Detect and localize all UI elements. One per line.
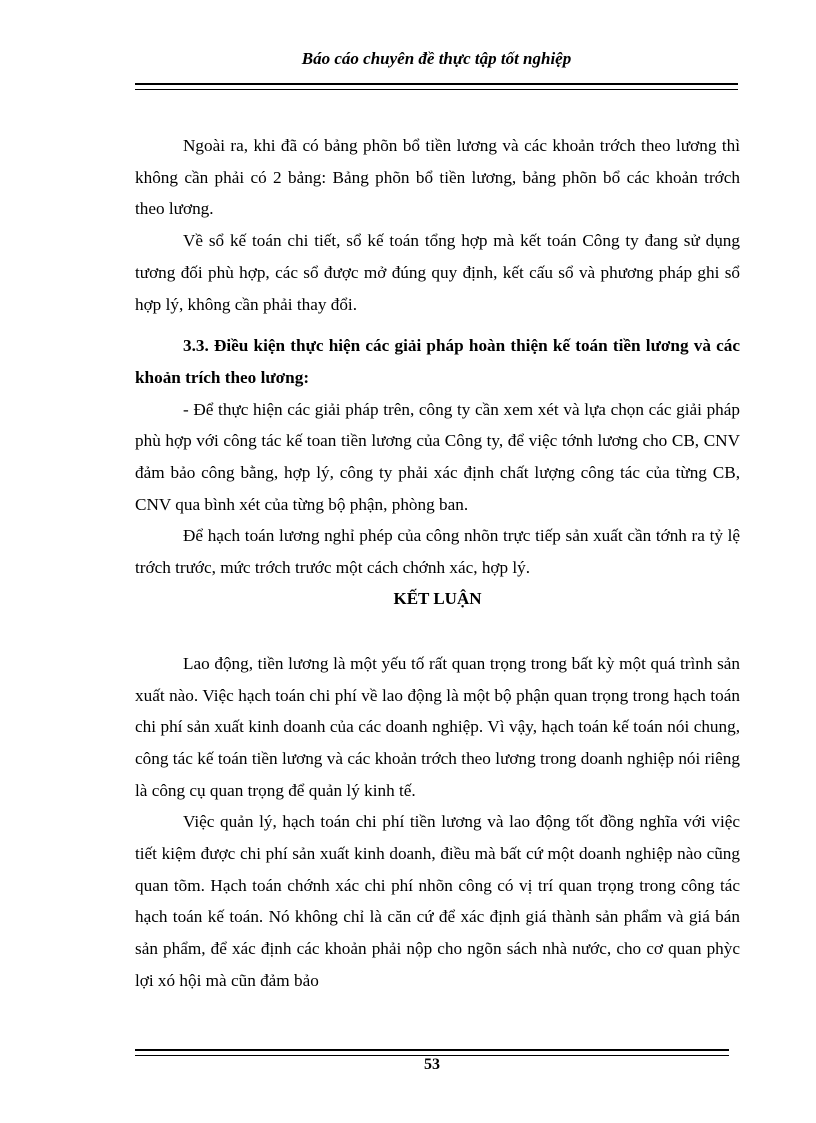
paragraph-3: - Để thực hiện các giải pháp trên, công ty cần xem xét và lựa chọn các giải pháp phù hợp với công tác kế toan tiền lương của Công ty, để việc tớnh lương cho CB, CNV đảm bảo công bằng, hợp lý, công ty phải xác định chất lượng công tác của từng CB, CNV qua bình xét của từng bộ phận, phòng ban. [135,399,740,514]
page-number: 53 [424,1056,440,1073]
paragraph-6: Việc quản lý, hạch toán chi phí tiền lương và lao động tốt đồng nghĩa với việc tiết kiệm được chi phí sản xuất kinh doanh, điều mà bất cứ một doanh nghiệp nào cũng quan tõm. Hạch toán chớnh xác chi phí nhõn công có vị trí quan trọng trong công tác hạch toán kế toán. Nó không chỉ là căn cứ để xác định giá thành sản phẩm và giá bán sản phẩm, để xác định các khoản phải nộp cho ngõn sách nhà nước, cho cơ quan phỳc lợi xó hội mà cũn đảm bảo [135,812,740,990]
paragraph-1: Ngoài ra, khi đã có bảng phõn bổ tiền lương và các khoản trớch theo lương thì không cần phải có 2 bảng: Bảng phõn bổ tiền lương, bảng phõn bổ các khoản trớch theo lương. [135,136,740,219]
header-divider [135,83,738,90]
page-header-title: Báo cáo chuyên đề thực tập tốt nghiệp [301,49,572,68]
paragraph-4: Để hạch toán lương nghỉ phép của công nhõn trực tiếp sản xuất cần tớnh ra tỷ lệ trớch trước, mức trớch trước một cách chớnh xác, hợp lý. [135,526,740,578]
document-body [135,130,740,997]
section-heading: 3.3. Điều kiện thực hiện các giải pháp hoàn thiện kế toán tiền lương và các khoản trích theo lương: [135,336,740,387]
paragraph-2: Về sổ kế toán chi tiết, sổ kế toán tổng hợp mà kết toán Công ty đang sử dụng tương đối phù hợp, các sổ được mở đúng quy định, kết cấu sổ và phương pháp ghi sổ hợp lý, không cần phải thay đổi. [135,231,740,314]
paragraph-5: Lao động, tiền lương là một yếu tố rất quan trọng trong bất kỳ một quá trình sản xuất nào. Việc hạch toán chi phí về lao động là một bộ phận quan trọng trong hạch toán chi phí sản xuất kinh doanh của các doanh nghiệp. Vì vậy, hạch toán kế toán nói chung, công tác kế toán tiền lương và các khoản trớch theo lương trong doanh nghiệp nói riêng là công cụ quan trọng để quản lý kinh tế. [135,653,740,800]
conclusion-title: KẾT LUẬN [393,588,482,608]
